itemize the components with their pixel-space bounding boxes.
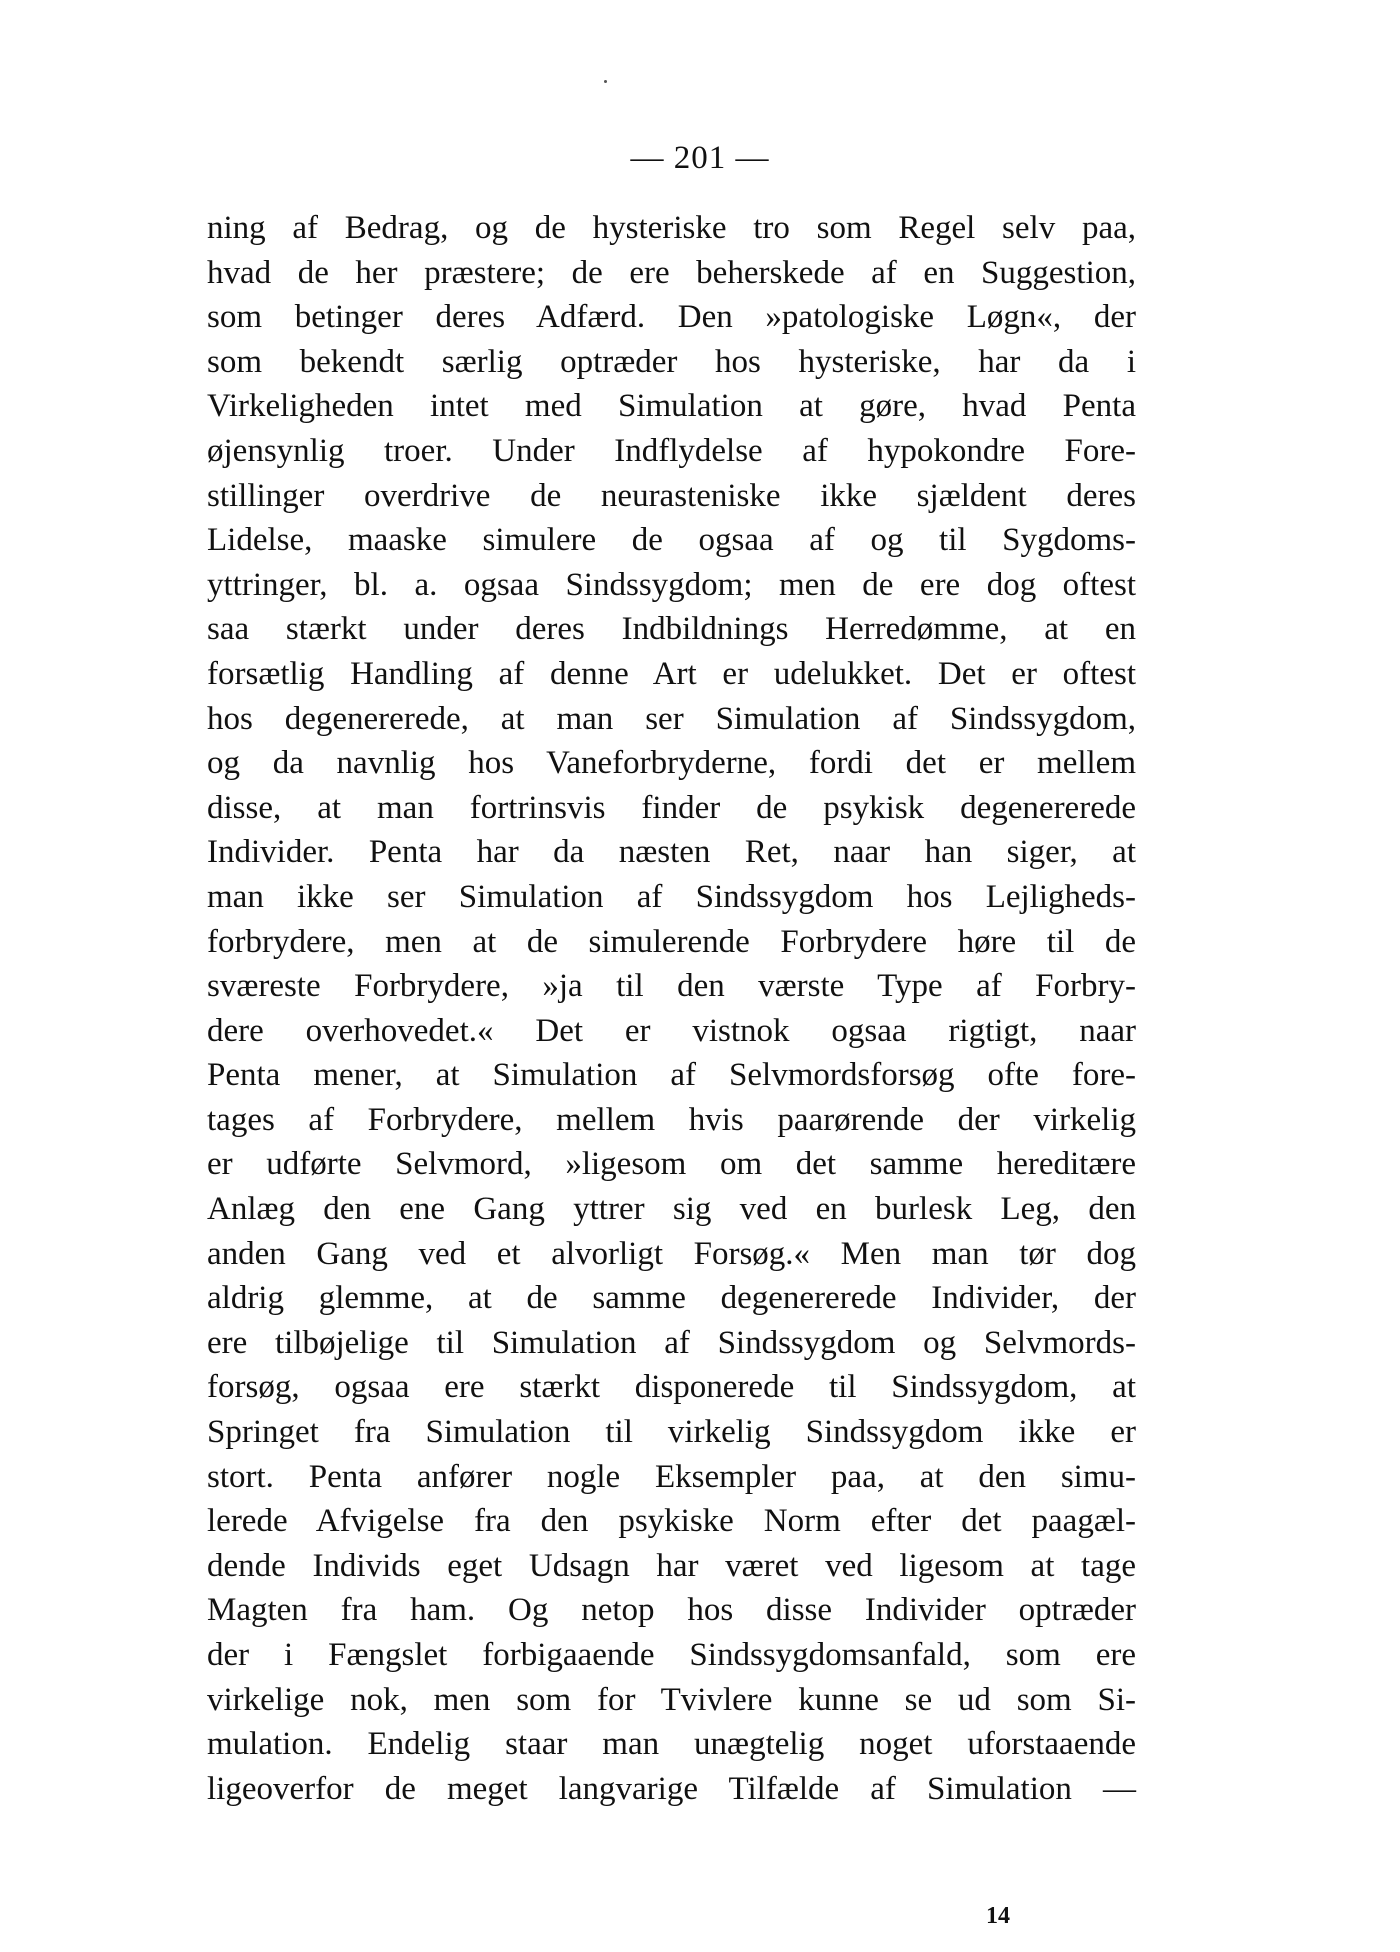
text-line: stillinger overdrive de neurasteniske ikke sjældent deres [207, 477, 1136, 514]
text-line: disse, at man fortrinsvis finder de psykisk degenererede [207, 789, 1136, 826]
text-line: dere overhovedet.« Det er vistnok ogsaa rigtigt, naar [207, 1012, 1136, 1049]
text-line: sværeste Forbrydere, »ja til den værste Type af Forbry- [207, 968, 1136, 1005]
text-line: Virkeligheden intet med Simulation at gøre, hvad Penta [207, 388, 1136, 425]
print-speck [604, 80, 607, 83]
text-line: anden Gang ved et alvorligt Forsøg.« Men man tør dog [207, 1235, 1136, 1272]
text-line: mulation. Endelig staar man unægtelig noget uforstaaende [207, 1726, 1136, 1763]
text-line: ning af Bedrag, og de hysteriske tro som Regel selv paa, [207, 210, 1136, 246]
text-line: aldrig glemme, at de samme degenererede Individer, der [207, 1280, 1136, 1317]
text-line: forsætlig Handling af denne Art er udelukket. Det er oftest [207, 655, 1136, 692]
text-line: og da navnlig hos Vaneforbryderne, fordi det er mellem [207, 745, 1136, 782]
text-line: Anlæg den ene Gang yttrer sig ved en burlesk Leg, den [207, 1191, 1136, 1228]
text-line: Lidelse, maaske simulere de ogsaa af og til Sygdoms- [207, 522, 1136, 559]
text-line: Individer. Penta har da næsten Ret, naar han siger, at [207, 834, 1136, 871]
text-line: Magten fra ham. Og netop hos disse Individer optræder [207, 1592, 1136, 1629]
text-line: man ikke ser Simulation af Sindssygdom hos Lejligheds- [207, 878, 1136, 915]
text-line: hos degenererede, at man ser Simulation af Sindssygdom, [207, 700, 1136, 737]
text-line: ligeoverfor de meget langvarige Tilfælde af Simulation — [207, 1770, 1136, 1807]
text-line: stort. Penta anfører nogle Eksempler paa, at den simu- [207, 1458, 1136, 1495]
text-line: der i Fængslet forbigaaende Sindssygdomsanfald, som ere [207, 1637, 1136, 1673]
text-line: yttringer, bl. a. ogsaa Sindssygdom; men de ere dog oftest [207, 566, 1136, 603]
text-line: Springet fra Simulation til virkelig Sindssygdom ikke er [207, 1414, 1136, 1451]
text-line: er udførte Selvmord, »ligesom om det samme hereditære [207, 1146, 1136, 1183]
text-line: dende Individs eget Udsagn har været ved ligesom at tage [207, 1547, 1136, 1584]
page-number: — 201 — [630, 140, 770, 176]
text-line: virkelige nok, men som for Tvivlere kunne se ud som Si- [207, 1681, 1136, 1718]
text-line: forbrydere, men at de simulerende Forbrydere høre til de [207, 923, 1136, 960]
text-line: lerede Afvigelse fra den psykiske Norm efter det paagæl- [207, 1503, 1136, 1540]
text-line: hvad de her præstere; de ere beherskede af en Suggestion, [207, 254, 1136, 291]
text-line: tages af Forbrydere, mellem hvis paarørende der virkelig [207, 1101, 1136, 1138]
text-line: som betinger deres Adfærd. Den »patologiske Løgn«, der [207, 299, 1136, 336]
body-text [207, 206, 1136, 1811]
text-line: som bekendt særlig optræder hos hysteriske, har da i [207, 343, 1136, 380]
text-line: ere tilbøjelige til Simulation af Sindssygdom og Selvmords- [207, 1324, 1136, 1361]
text-line: forsøg, ogsaa ere stærkt disponerede til Sindssygdom, at [207, 1369, 1136, 1406]
text-line: saa stærkt under deres Indbildnings Herredømme, at en [207, 611, 1136, 648]
signature-mark: 14 [986, 1903, 1010, 1929]
text-line: øjensynlig troer. Under Indflydelse af hypokondre Fore- [207, 432, 1136, 469]
text-line: Penta mener, at Simulation af Selvmordsforsøg ofte fore- [207, 1057, 1136, 1094]
